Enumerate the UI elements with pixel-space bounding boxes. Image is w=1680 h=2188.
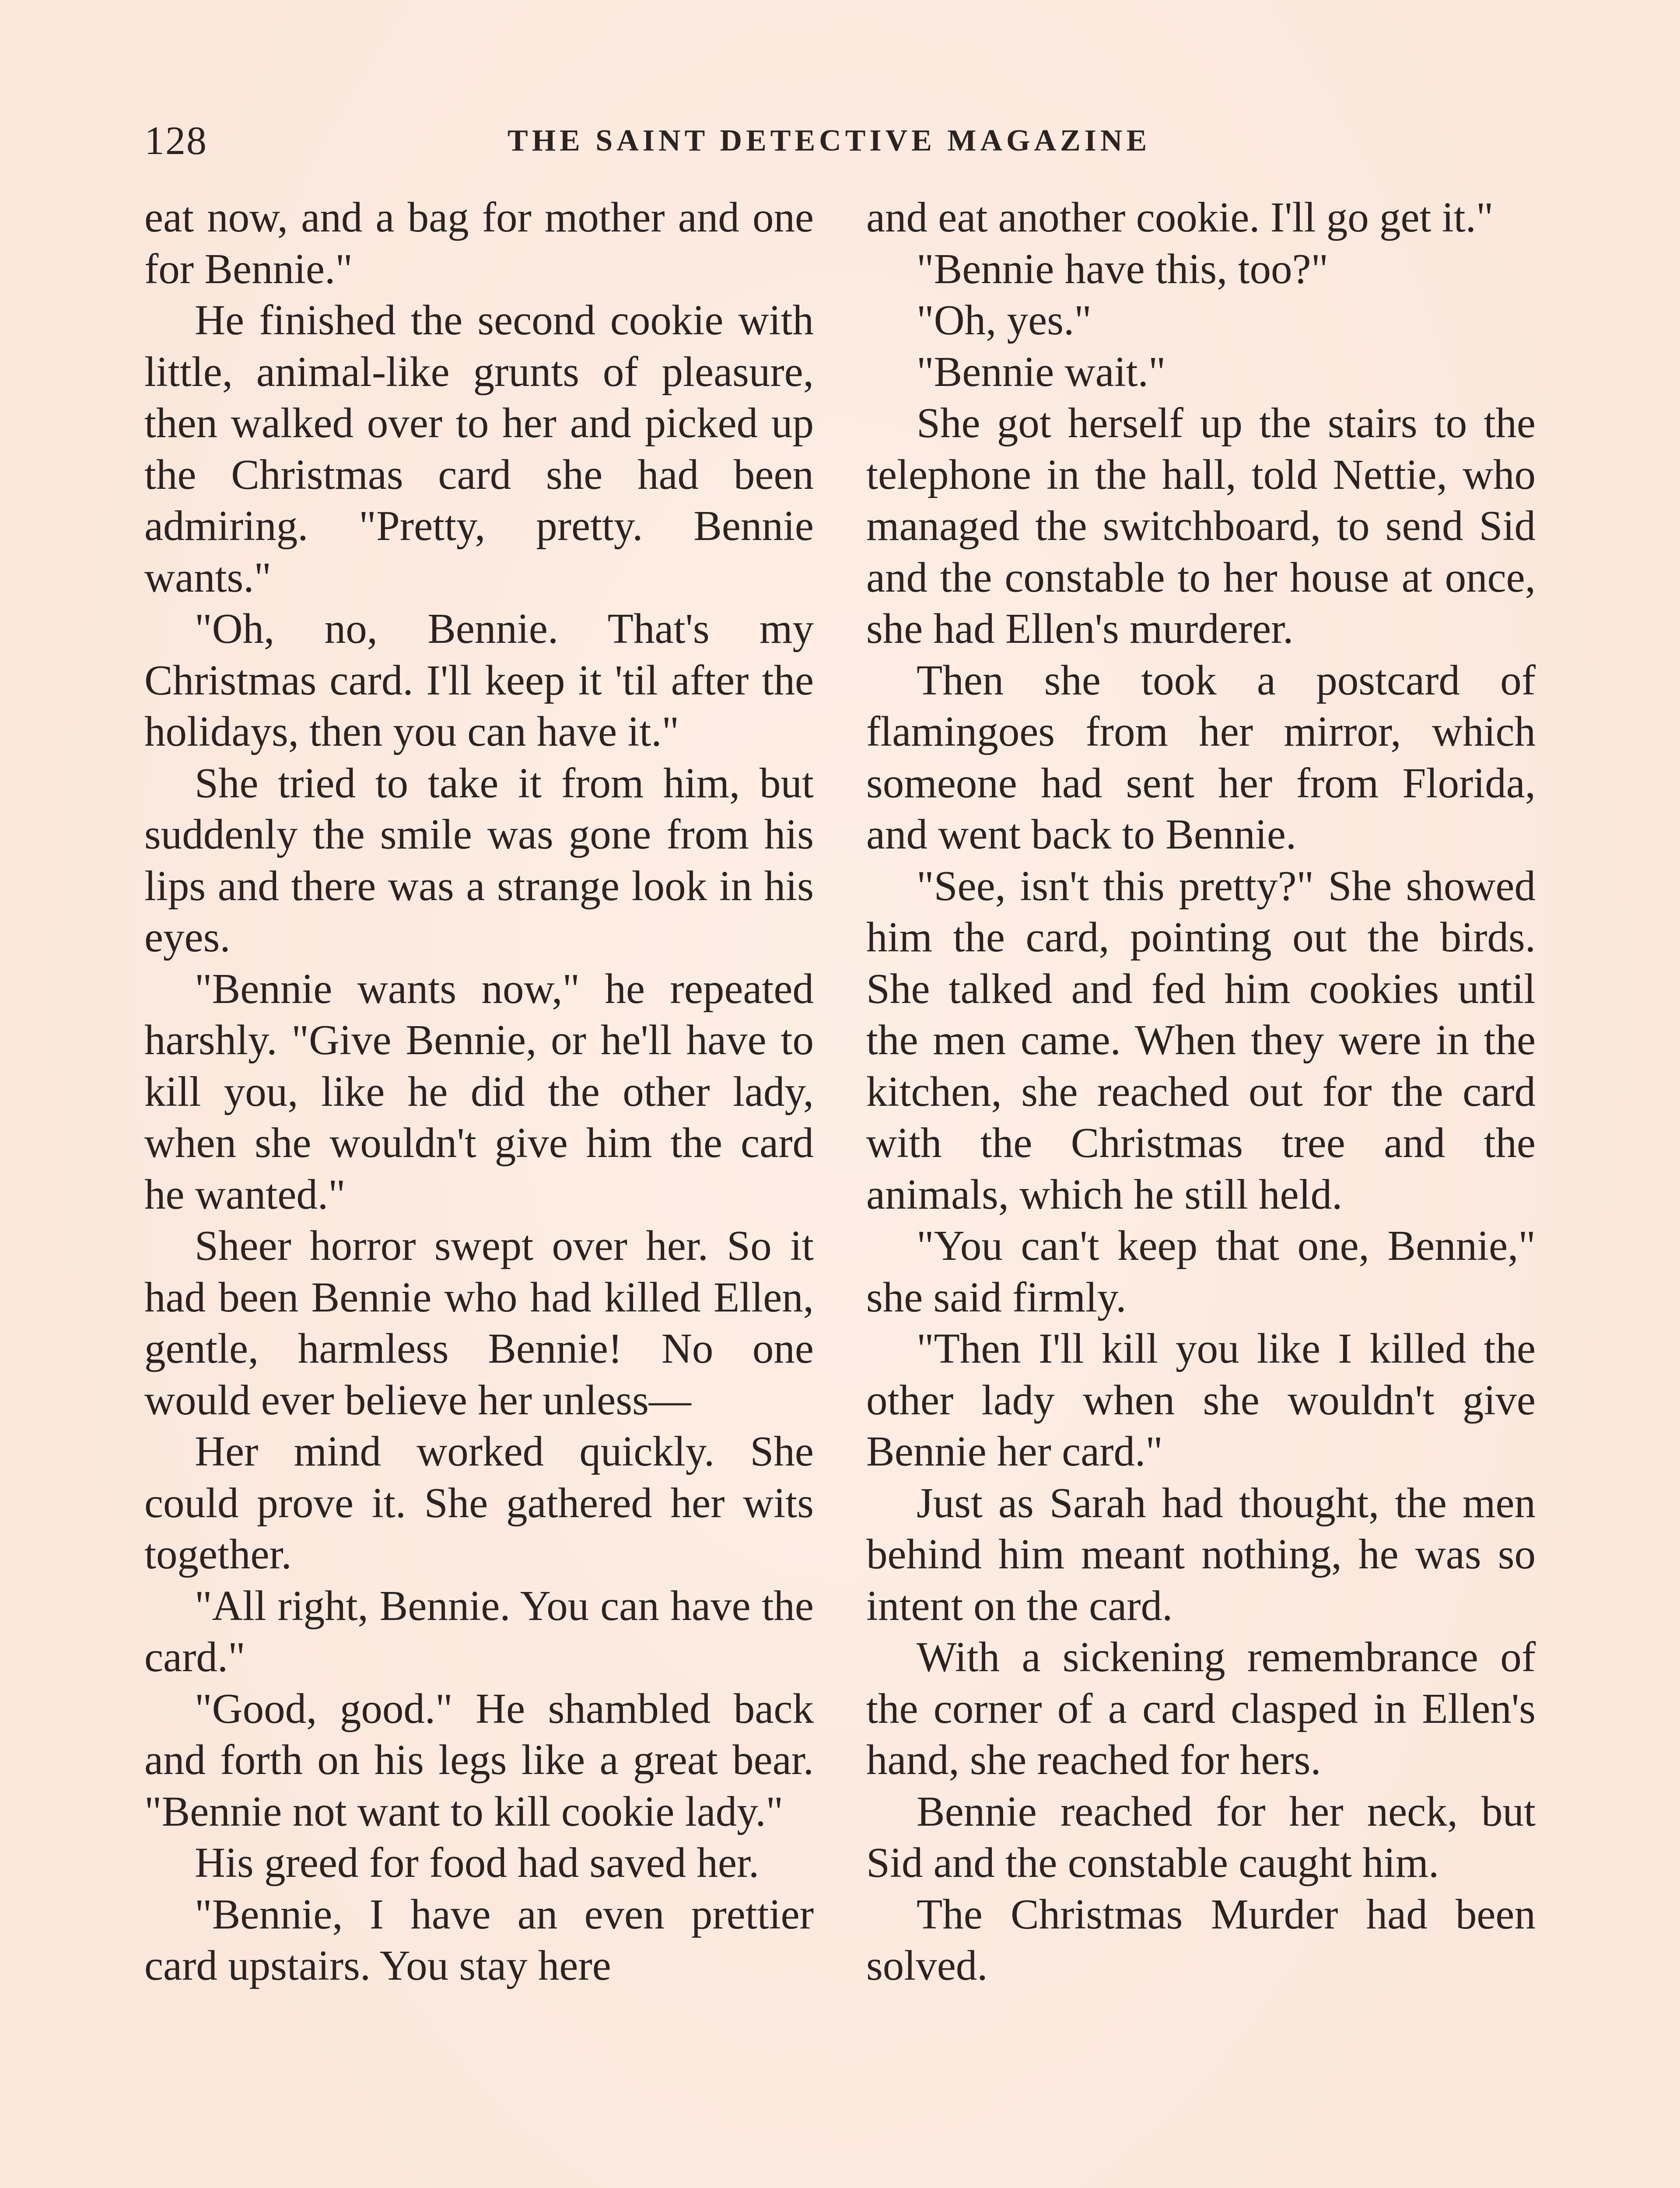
paragraph: "Then I'll kill you like I killed the other lady when she wouldn't give Bennie her card." — [866, 1325, 1536, 1475]
paragraph: "Good, good." He shambled back and forth on his legs like a great bear. "Bennie not want to kill cookie lady." — [144, 1685, 814, 1835]
paragraph: "Oh, no, Bennie. That's my Christmas card. I'll keep it 'til after the holidays, then you can have it." — [144, 605, 814, 755]
paragraph: Her mind worked quickly. She could prove it. She gathered her wits together. — [144, 1428, 814, 1578]
right-column — [866, 192, 1536, 1992]
paragraph: "Bennie, I have an even prettier card upstairs. You stay here — [144, 1890, 814, 1989]
paragraph: She tried to take it from him, but suddenly the smile was gone from his lips and there was a strange look in his eyes. — [144, 759, 814, 961]
paragraph: With a sickening remembrance of the corner of a card clasped in Ellen's hand, she reached for hers. — [866, 1634, 1536, 1783]
paragraph: The Christmas Murder had been solved. — [866, 1890, 1536, 1989]
paragraph: Bennie reached for her neck, but Sid and the constable caught him. — [866, 1788, 1536, 1886]
running-head: THE SAINT DETECTIVE MAGAZINE — [508, 124, 1151, 158]
paragraph: He finished the second cookie with little, animal-like grunts of pleasure, then walked over to her and picked up the Christmas card she had been admiring. "Pretty, pretty. Bennie wants." — [144, 297, 814, 601]
paragraph: She got herself up the stairs to the telephone in the hall, told Nettie, who managed the switchboard, to send Sid and the constable to her house at once, she had Ellen's murderer. — [866, 400, 1536, 652]
paragraph: and eat another cookie. I'll go get it." — [866, 194, 1494, 241]
paragraph: His greed for food had saved her. — [195, 1839, 760, 1886]
paragraph: Just as Sarah had thought, the men behind him meant nothing, he was so intent on the card. — [866, 1479, 1536, 1629]
page-header — [144, 117, 1536, 183]
page-number: 128 — [144, 118, 207, 163]
paragraph: "Bennie wants now," he repeated harshly. "Give Bennie, or he'll have to kill you, like he did the other lady, when she wouldn't give him the card he wanted." — [144, 965, 814, 1218]
paragraph: Then she took a postcard of flamingoes from her mirror, which someone had sent her from Florida, and went back to Bennie. — [866, 656, 1536, 858]
paragraph: eat now, and a bag for mother and one for Bennie." — [144, 194, 814, 292]
paragraph: "Oh, yes." — [917, 297, 1092, 344]
paragraph: "You can't keep that one, Bennie," she said firmly. — [866, 1222, 1536, 1321]
paragraph: "See, isn't this pretty?" She showed him the card, pointing out the birds. She talked and fed him cookies until the men came. When they were in the kitchen, she reached out for the card with the Christmas tree and the animals, which he still held. — [866, 862, 1536, 1218]
paragraph: "Bennie wait." — [917, 348, 1166, 395]
paragraph: "All right, Bennie. You can have the card." — [144, 1582, 814, 1680]
left-column — [144, 192, 814, 1992]
paragraph: Sheer horror swept over her. So it had been Bennie who had killed Ellen, gentle, harmless Bennie! No one would ever believe her unless— — [144, 1222, 814, 1424]
paragraph: "Bennie have this, too?" — [917, 245, 1329, 292]
